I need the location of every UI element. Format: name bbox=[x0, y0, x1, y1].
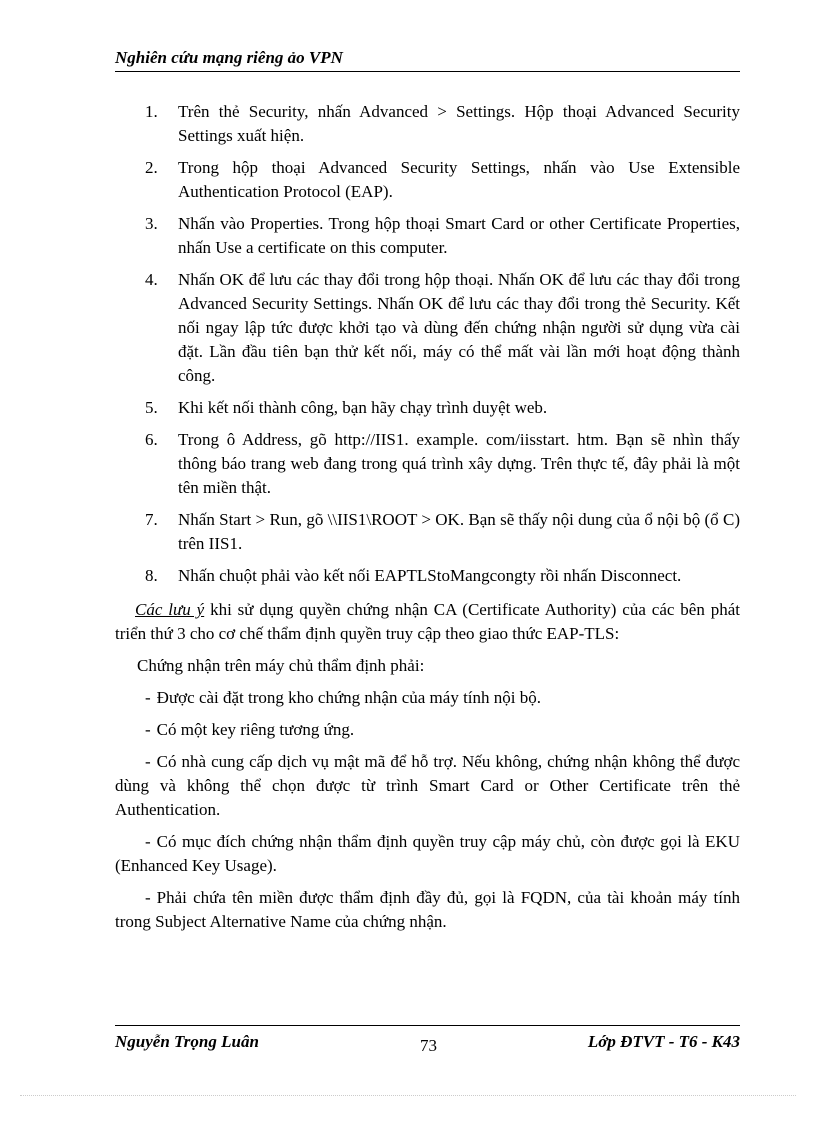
bullet-dash: - bbox=[145, 688, 151, 707]
list-item-text: Khi kết nối thành công, bạn hãy chạy trình duyệt web. bbox=[178, 398, 548, 417]
list-item bbox=[115, 564, 740, 588]
bullet-item bbox=[115, 718, 740, 742]
footer-class-label: Lớp ĐTVT - T6 - K43 bbox=[587, 1032, 740, 1051]
page-bottom-border bbox=[20, 1095, 796, 1096]
footer-divider bbox=[115, 1025, 740, 1026]
note-label: Các lưu ý bbox=[135, 600, 205, 619]
list-item bbox=[115, 428, 740, 500]
bullet-text: Có nhà cung cấp dịch vụ mật mã để hỗ trợ. Nếu không, chứng nhận không thể được dùng và không thể chọn được từ trình Smart Card or Other Certificate trên thẻ Authentication. bbox=[115, 752, 740, 819]
bullet-item bbox=[115, 830, 740, 878]
list-item bbox=[115, 508, 740, 556]
list-item-text: Nhấn Start > Run, gõ \\IIS1\ROOT > OK. Bạn sẽ thấy nội dung của ổ nội bộ (ổ C) trên IIS1. bbox=[178, 510, 740, 553]
requirements-intro: Chứng nhận trên máy chủ thẩm định phải: bbox=[137, 656, 425, 675]
list-item bbox=[115, 156, 740, 204]
note-paragraph bbox=[115, 598, 740, 646]
list-item-text: Nhấn vào Properties. Trong hộp thoại Smart Card or other Certificate Properties, nhấn Use a certificate on this computer. bbox=[178, 214, 740, 257]
bullet-text: Được cài đặt trong kho chứng nhận của máy tính nội bộ. bbox=[156, 688, 541, 707]
list-item-text: Trong ô Address, gõ http://IIS1. example. com/iisstart. htm. Bạn sẽ nhìn thấy thông báo trang web đang trong quá trình xây dựng. Trên thực tế, đây phải là một tên miền thật. bbox=[178, 430, 740, 497]
list-item bbox=[115, 100, 740, 148]
page-number: 73 bbox=[420, 1036, 437, 1055]
list-item-number: 3. bbox=[145, 214, 158, 233]
list-item-text: Trên thẻ Security, nhấn Advanced > Settings. Hộp thoại Advanced Security Settings xuất hiện. bbox=[178, 102, 740, 145]
running-header-title: Nghiên cứu mạng riêng ảo VPN bbox=[115, 48, 343, 67]
list-item-number: 7. bbox=[145, 510, 158, 529]
list-item-number: 1. bbox=[145, 102, 158, 121]
list-item-number: 8. bbox=[145, 566, 158, 585]
bullet-text: Có một key riêng tương ứng. bbox=[156, 720, 355, 739]
list-item-text: Nhấn chuột phải vào kết nối EAPTLStoMangcongty rồi nhấn Disconnect. bbox=[178, 566, 682, 585]
list-item-text: Nhấn OK để lưu các thay đổi trong hộp thoại. Nhấn OK để lưu các thay đổi trong Advanced Security Settings. Nhấn OK để lưu các thay đổi trong thẻ Security. Kết nối ngay lập tức được khởi tạo và dùng đến chứng nhận người sử dụng vừa cài đặt. Lần đầu tiên bạn thử kết nối, máy có thể mất vài lần mới hoạt động thành công. bbox=[178, 270, 740, 385]
note-text: khi sử dụng quyền chứng nhận CA (Certificate Authority) của các bên phát triển thứ 3 cho cơ chế thẩm định quyền truy cập theo giao thức EAP-TLS: bbox=[115, 600, 740, 643]
footer-author: Nguyễn Trọng Luân bbox=[115, 1032, 259, 1051]
bullet-item bbox=[115, 750, 740, 822]
page-body bbox=[115, 100, 740, 942]
bullet-dash: - bbox=[145, 752, 151, 771]
header-divider bbox=[115, 71, 740, 72]
list-item-number: 6. bbox=[145, 430, 158, 449]
bullet-item bbox=[115, 686, 740, 710]
list-item bbox=[115, 268, 740, 388]
steps-list bbox=[115, 100, 740, 588]
list-item-number: 2. bbox=[145, 158, 158, 177]
bullet-text: Có mục đích chứng nhận thẩm định quyền truy cập máy chủ, còn được gọi là EKU (Enhanced Key Usage). bbox=[115, 832, 740, 875]
list-item-number: 5. bbox=[145, 398, 158, 417]
list-item bbox=[115, 396, 740, 420]
list-item-text: Trong hộp thoại Advanced Security Settings, nhấn vào Use Extensible Authentication Protocol (EAP). bbox=[178, 158, 740, 201]
bullet-dash: - bbox=[145, 720, 151, 739]
bullet-text: Phải chứa tên miền được thẩm định đầy đủ, gọi là FQDN, của tài khoản máy tính trong Subject Alternative Name của chứng nhận. bbox=[115, 888, 740, 931]
bullet-item bbox=[115, 886, 740, 934]
list-item-number: 4. bbox=[145, 270, 158, 289]
list-item bbox=[115, 212, 740, 260]
bullet-dash: - bbox=[145, 832, 151, 851]
bullet-dash: - bbox=[145, 888, 151, 907]
